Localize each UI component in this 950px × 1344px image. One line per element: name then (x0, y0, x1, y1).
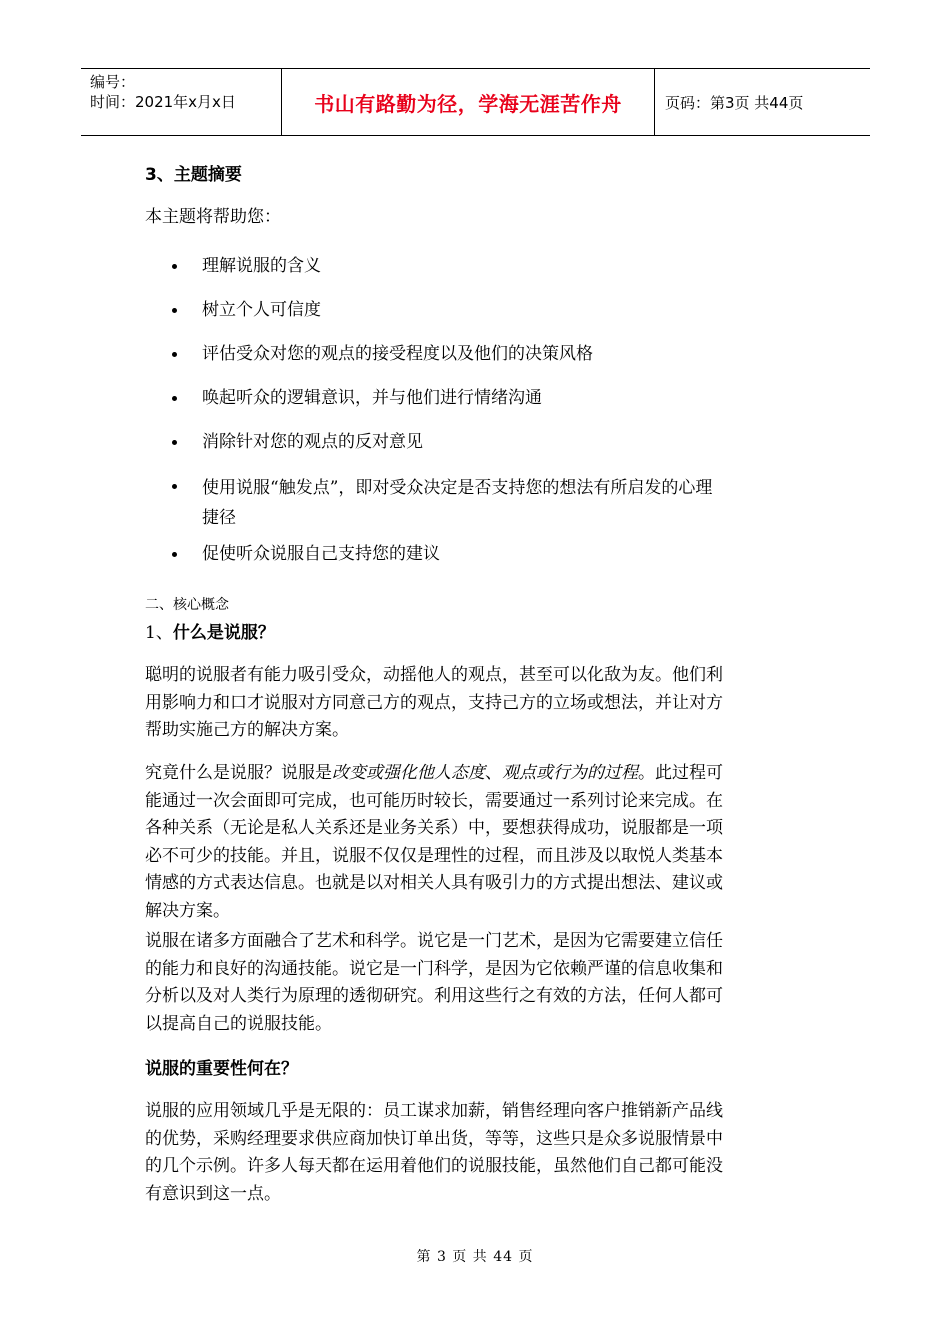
bullet-text: 理解说服的含义 (202, 256, 321, 276)
paragraph-line: 分析以及对人类行为原理的透彻研究。利用这些行之有效的方法，任何人都可 (145, 986, 723, 1006)
text-run: 、 (485, 763, 502, 783)
bullet-text: 树立个人可信度 (202, 300, 321, 320)
question-number: 1、 (145, 623, 173, 643)
paragraph-line: 以提高自己的说服技能。 (145, 1013, 332, 1034)
bullet-icon (172, 308, 177, 313)
italic-term: 改变或强化他人态度 (332, 763, 485, 783)
motto-text: 书山有路勤为径，学海无涯苦作舟 (314, 91, 622, 116)
paragraph-line: 解决方案。 (145, 900, 230, 921)
paragraph-what-is-persuasion (145, 662, 805, 745)
bullet-icon (172, 352, 177, 357)
bullet-icon (172, 552, 177, 557)
page-header (81, 68, 870, 136)
header-page-cell (655, 69, 870, 135)
page-footer: 第 3 页 共 44 页 (416, 1249, 534, 1265)
text-run: 究竟什么是说服？说服是 (145, 763, 332, 783)
paragraph-line: 说服在诸多方面融合了艺术和科学。说它是一门艺术，是因为它需要建立信任 (145, 931, 723, 951)
paragraph-line: 的几个示例。许多人每天都在运用着他们的说服技能，虽然他们自己都可能没 (145, 1156, 723, 1176)
paragraph-line: 用影响力和口才说服对方同意己方的观点，支持己方的立场或想法，并让对方 (145, 692, 723, 713)
question-title: 什么是说服？ (172, 623, 275, 643)
bullet-text: 评估受众对您的观点的接受程度以及他们的决策风格 (202, 344, 593, 364)
paragraph-importance (145, 1098, 805, 1208)
paragraph-line: 的能力和良好的沟通技能。说它是一门科学，是因为它依赖严谨的信息收集和 (145, 958, 723, 979)
bullet-text-continued: 捷径 (202, 508, 236, 528)
question-heading-1 (145, 618, 275, 643)
bullet-icon (172, 396, 177, 401)
paragraph-definition (145, 760, 805, 925)
bullet-icon (172, 264, 177, 269)
italic-term: 观点或行为的过程 (502, 763, 638, 783)
bullet-text: 使用说服“触发点”，即对受众决定是否支持您的想法有所启发的心理 (202, 478, 713, 498)
summary-heading: 3、主题摘要 (145, 165, 242, 185)
bullet-icon (172, 484, 177, 489)
paragraph-line: 的优势，采购经理要求供应商加快订单出货，等等，这些只是众多说服情景中 (145, 1128, 723, 1149)
paragraph-line: 帮助实施己方的解决方案。 (145, 720, 349, 740)
date-label: 时间：2021年x月x日 (90, 93, 236, 111)
bullet-text: 消除针对您的观点的反对意见 (202, 432, 423, 452)
paragraph-line: 能通过一次会面即可完成，也可能历时较长，需要通过一系列讨论来完成。在 (145, 790, 723, 811)
header-motto-cell (282, 69, 655, 135)
page-label: 页码：第3页 共44页 (665, 93, 804, 112)
paragraph-line: 情感的方式表达信息。也就是以对相关人具有吸引力的方式提出想法、建议或 (145, 873, 723, 893)
chapter-heading: 二、核心概念 (145, 597, 229, 613)
paragraph-line: 说服的应用领域几乎是无限的：员工谋求加薪，销售经理向客户推销新产品线 (145, 1101, 723, 1121)
summary-intro: 本主题将帮助您： (145, 207, 281, 227)
bullet-text: 促使听众说服自己支持您的建议 (202, 544, 440, 564)
text-run: 。此过程可 (638, 763, 723, 783)
number-label: 编号： (90, 73, 136, 91)
paragraph-line: 聪明的说服者有能力吸引受众，动摇他人的观点，甚至可以化敌为友。他们利 (145, 665, 723, 685)
question-heading-2: 说服的重要性何在？ (145, 1059, 298, 1079)
paragraph-line (145, 760, 805, 788)
paragraph-art-and-science (145, 928, 805, 1038)
bullet-icon (172, 440, 177, 445)
header-left-cell (81, 69, 282, 135)
paragraph-line: 各种关系（无论是私人关系还是业务关系）中，要想获得成功，说服都是一项 (145, 818, 723, 838)
bullet-text: 唤起听众的逻辑意识，并与他们进行情绪沟通 (202, 388, 542, 408)
paragraph-line: 有意识到这一点。 (145, 1183, 281, 1204)
paragraph-line: 必不可少的技能。并且，说服不仅仅是理性的过程，而且涉及以取悦人类基本 (145, 845, 723, 866)
